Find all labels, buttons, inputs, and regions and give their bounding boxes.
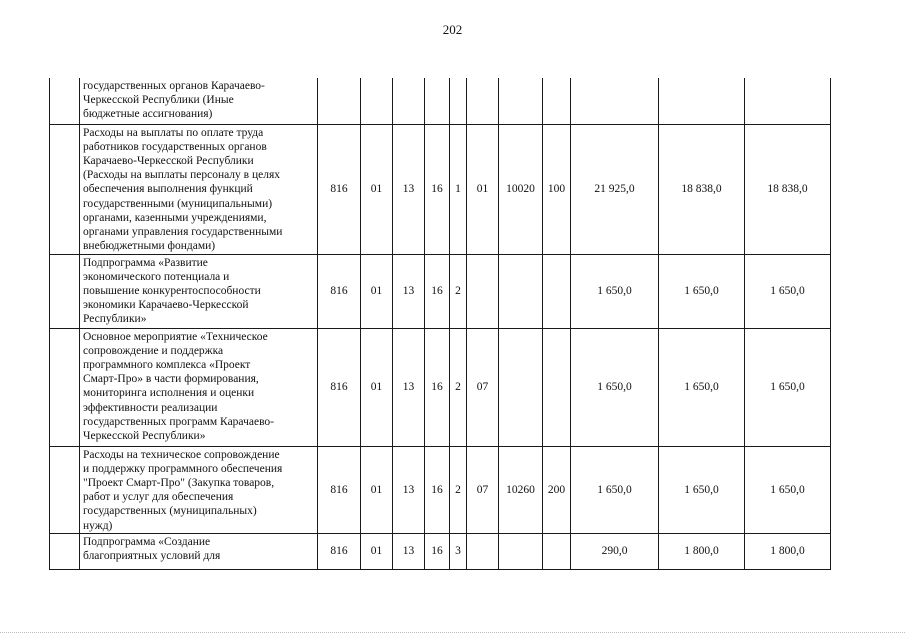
- blank-cell: [50, 78, 80, 124]
- page-bottom-rule: [0, 632, 905, 633]
- code-cell-c8: [543, 328, 571, 446]
- row-name-line: Основное мероприятие «Техническое: [83, 330, 268, 343]
- code-cell-c8: 100: [543, 124, 571, 254]
- row-name-cell: [80, 328, 318, 446]
- row-name-cell: [80, 124, 318, 254]
- row-name-line: Смарт-Про» в части формирования,: [83, 373, 259, 386]
- blank-cell: [50, 254, 80, 328]
- amount-cell-v2: 1 650,0: [659, 328, 745, 446]
- code-cell-c7: 10260: [499, 446, 543, 533]
- row-name-line: программного комплекса «Проект: [83, 358, 251, 371]
- code-cell-c7: [499, 254, 543, 328]
- row-name-line: Расходы на техническое сопровождение: [83, 448, 280, 461]
- amount-cell-v1: 1 650,0: [571, 254, 659, 328]
- amount-cell-v1: 21 925,0: [571, 124, 659, 254]
- row-name-line: мониторинга исполнения и оценки: [83, 387, 255, 400]
- amount-cell-v2: 1 650,0: [659, 446, 745, 533]
- code-cell-c4: 16: [425, 328, 450, 446]
- code-cell-c5: 2: [450, 254, 467, 328]
- code-cell-c8: [543, 254, 571, 328]
- code-cell-c3: 13: [393, 124, 425, 254]
- row-name-cell: [80, 446, 318, 533]
- code-cell-c5: 2: [450, 328, 467, 446]
- blank-cell: [50, 446, 80, 533]
- code-cell-c7: 10020: [499, 124, 543, 254]
- code-cell-c6: 07: [467, 446, 499, 533]
- code-cell-c4: 16: [425, 533, 450, 569]
- row-name-line: экономического потенциала и: [83, 270, 230, 283]
- page-number: 202: [442, 22, 463, 37]
- amount-cell-v3: 18 838,0: [745, 124, 831, 254]
- row-name-line: государственными (муниципальными): [83, 197, 273, 210]
- code-cell-c2: 01: [361, 254, 393, 328]
- code-cell-c3: 13: [393, 446, 425, 533]
- code-cell-c7: [499, 78, 543, 124]
- budget-table: [49, 78, 831, 570]
- row-name-line: эффективности реализации: [83, 401, 218, 414]
- code-cell-c4: [425, 78, 450, 124]
- code-cell-c8: 200: [543, 446, 571, 533]
- code-cell-c5: 1: [450, 124, 467, 254]
- code-cell-c8: [543, 78, 571, 124]
- amount-cell-v3: [745, 78, 831, 124]
- table-row: [50, 533, 831, 569]
- amount-cell-v3: 1 800,0: [745, 533, 831, 569]
- code-cell-c2: 01: [361, 124, 393, 254]
- code-cell-c5: 3: [450, 533, 467, 569]
- row-name-cell: [80, 254, 318, 328]
- code-cell-c1: 816: [318, 254, 361, 328]
- table-row: [50, 254, 831, 328]
- row-name-line: Карачаево-Черкесской Республики: [83, 154, 254, 167]
- amount-cell-v1: 290,0: [571, 533, 659, 569]
- amount-cell-v2: 18 838,0: [659, 124, 745, 254]
- code-cell-c4: 16: [425, 446, 450, 533]
- code-cell-c6: [467, 533, 499, 569]
- code-cell-c4: 16: [425, 254, 450, 328]
- table-row: [50, 446, 831, 533]
- row-name-line: обеспечения выполнения функций: [83, 183, 253, 196]
- code-cell-c5: 2: [450, 446, 467, 533]
- row-name-line: органами, казенными учреждениями,: [83, 211, 267, 224]
- blank-cell: [50, 533, 80, 569]
- amount-cell-v2: [659, 78, 745, 124]
- amount-cell-v2: 1 800,0: [659, 533, 745, 569]
- code-cell-c1: [318, 78, 361, 124]
- row-name-line: внебюджетными фондами): [83, 240, 216, 253]
- amount-cell-v1: 1 650,0: [571, 328, 659, 446]
- blank-cell: [50, 124, 80, 254]
- row-name-line: экономики Карачаево-Черкесской: [83, 299, 249, 312]
- code-cell-c2: 01: [361, 328, 393, 446]
- code-cell-c8: [543, 533, 571, 569]
- amount-cell-v1: [571, 78, 659, 124]
- code-cell-c6: 01: [467, 124, 499, 254]
- code-cell-c7: [499, 533, 543, 569]
- row-name-line: работников государственных органов: [83, 140, 267, 153]
- row-name-line: благоприятных условий для: [83, 549, 221, 562]
- row-name-line: нужд): [83, 519, 113, 532]
- code-cell-c6: [467, 78, 499, 124]
- table-row: [50, 328, 831, 446]
- row-name-line: Черкесской Республики»: [83, 429, 206, 442]
- row-name-line: работ и услуг для обеспечения: [83, 491, 234, 504]
- row-name-line: Республики»: [83, 313, 147, 326]
- row-name-cell: [80, 533, 318, 569]
- code-cell-c2: 01: [361, 533, 393, 569]
- amount-cell-v3: 1 650,0: [745, 446, 831, 533]
- amount-cell-v1: 1 650,0: [571, 446, 659, 533]
- row-name-line: Черкесской Республики (Иные: [83, 94, 234, 107]
- table-row: [50, 78, 831, 124]
- row-name-line: Подпрограмма «Развитие: [83, 256, 208, 269]
- row-name-line: и поддержку программного обеспечения: [83, 462, 283, 475]
- code-cell-c6: [467, 254, 499, 328]
- code-cell-c3: 13: [393, 533, 425, 569]
- blank-cell: [50, 328, 80, 446]
- row-name-line: Расходы на выплаты по оплате труда: [83, 126, 264, 139]
- code-cell-c3: 13: [393, 328, 425, 446]
- code-cell-c1: 816: [318, 533, 361, 569]
- code-cell-c4: 16: [425, 124, 450, 254]
- amount-cell-v3: 1 650,0: [745, 254, 831, 328]
- code-cell-c6: 07: [467, 328, 499, 446]
- row-name-line: "Проект Смарт-Про" (Закупка товаров,: [83, 476, 275, 489]
- code-cell-c1: 816: [318, 124, 361, 254]
- code-cell-c1: 816: [318, 328, 361, 446]
- code-cell-c5: [450, 78, 467, 124]
- code-cell-c7: [499, 328, 543, 446]
- row-name-cell: [80, 78, 318, 124]
- row-name-line: сопровождение и поддержка: [83, 344, 224, 357]
- row-name-line: органами управления государственными: [83, 225, 283, 238]
- code-cell-c3: [393, 78, 425, 124]
- row-name-line: государственных органов Карачаево-: [83, 80, 265, 92]
- row-name-line: повышение конкурентоспособности: [83, 284, 261, 297]
- row-name-line: государственных (муниципальных): [83, 505, 257, 518]
- code-cell-c3: 13: [393, 254, 425, 328]
- row-name-line: бюджетные ассигнования): [83, 108, 213, 121]
- amount-cell-v2: 1 650,0: [659, 254, 745, 328]
- code-cell-c2: 01: [361, 446, 393, 533]
- row-name-line: (Расходы на выплаты персоналу в целях: [83, 169, 281, 182]
- amount-cell-v3: 1 650,0: [745, 328, 831, 446]
- code-cell-c1: 816: [318, 446, 361, 533]
- row-name-line: Подпрограмма «Создание: [83, 535, 211, 548]
- row-name-line: государственных программ Карачаево-: [83, 415, 275, 428]
- table-row: [50, 124, 831, 254]
- code-cell-c2: [361, 78, 393, 124]
